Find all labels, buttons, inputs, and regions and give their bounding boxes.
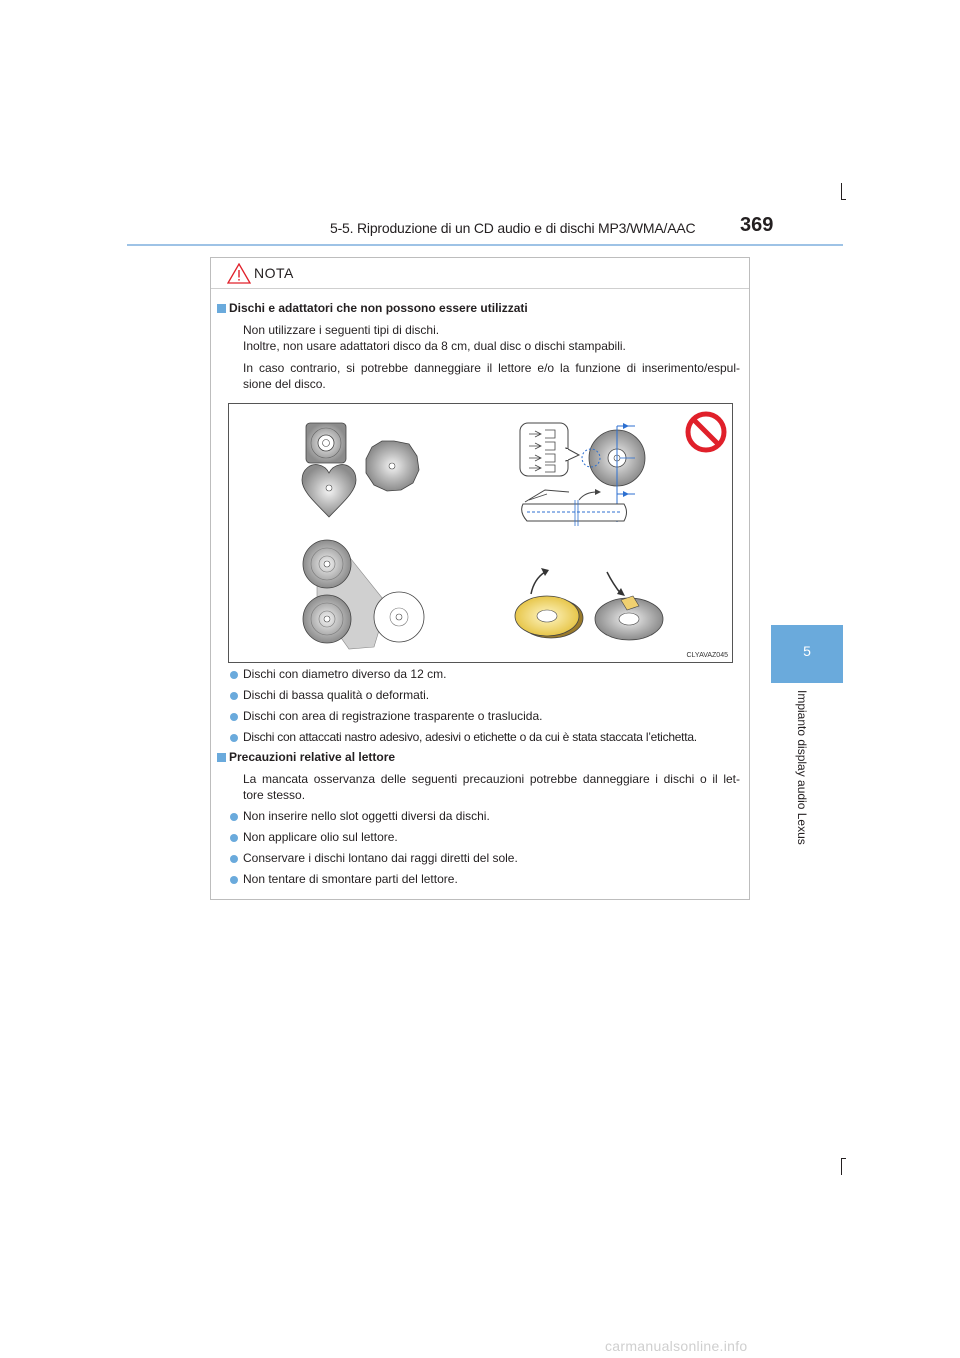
paragraph-line: La mancata osservanza delle seguenti precauzioni potrebbe danneggiare i dischi o il let- [243, 772, 740, 786]
chapter-tab [771, 625, 843, 683]
paragraph-line: Non utilizzare i seguenti tipi di dischi. [243, 323, 440, 337]
section-heading-player: Precauzioni relative al lettore [229, 750, 396, 764]
adapter-discs [303, 540, 424, 649]
disc-illustration [228, 403, 733, 663]
section-marker-icon [217, 304, 226, 313]
chapter-number: 5 [803, 643, 811, 659]
crop-mark-bottom-foot [841, 1158, 846, 1159]
watermark: carmanualsonline.info [605, 1338, 748, 1354]
bullet-icon [230, 692, 238, 700]
paragraph-line: In caso contrario, si potrebbe danneggiare il lettore e/o la funzione di inserimento/espul- [243, 361, 740, 375]
taped-disc-gold [515, 568, 583, 638]
disc-illustration-drawing [229, 404, 733, 663]
paragraph-line: Inoltre, non usare adattatori disco da 8 cm, dual disc o dischi stampabili. [243, 339, 626, 353]
chapter-label: Impianto display audio Lexus [795, 690, 809, 845]
list-item: Conservare i dischi lontano dai raggi diretti del sole. [243, 851, 518, 865]
label-cutter-disc [520, 423, 645, 526]
bullet-icon [230, 876, 238, 884]
heart-disc [302, 465, 356, 517]
paragraph-line: tore stesso. [243, 788, 306, 802]
prohibition-icon [688, 414, 724, 450]
illustration-code: CLYAVAZ045 [686, 652, 728, 659]
note-header [211, 258, 749, 289]
list-item: Dischi con attaccati nastro adesivo, adesivi o etichette o da cui è stata staccata l’etichetta. [243, 730, 697, 744]
bullet-icon [230, 813, 238, 821]
page-number: 369 [740, 214, 774, 236]
bullet-icon [230, 734, 238, 742]
list-item: Dischi di bassa qualità o deformati. [243, 688, 430, 702]
list-item: Dischi con area di registrazione trasparente o traslucida. [243, 709, 543, 723]
list-item: Non inserire nello slot oggetti diversi da dischi. [243, 809, 490, 823]
list-item: Dischi con diametro diverso da 12 cm. [243, 667, 447, 681]
square-disc [306, 423, 346, 463]
crop-mark-bottom [841, 1158, 842, 1175]
octagon-disc [366, 441, 419, 491]
header-divider [127, 244, 843, 246]
section-title: 5-5. Riproduzione di un CD audio e di dischi MP3/WMA/AAC [330, 220, 696, 236]
section-heading-discs: Dischi e adattatori che non possono essere utilizzati [229, 301, 528, 315]
paragraph-line: sione del disco. [243, 377, 326, 391]
warning-icon [227, 263, 251, 284]
bullet-icon [230, 855, 238, 863]
note-title: NOTA [254, 265, 294, 281]
list-item: Non applicare olio sul lettore. [243, 830, 398, 844]
bullet-icon [230, 713, 238, 721]
stickered-disc [595, 572, 663, 640]
bullet-icon [230, 834, 238, 842]
crop-mark-top [841, 183, 842, 200]
section-marker-icon [217, 753, 226, 762]
bullet-icon [230, 671, 238, 679]
list-item: Non tentare di smontare parti del lettore. [243, 872, 458, 886]
crop-mark-top-foot [841, 199, 846, 200]
